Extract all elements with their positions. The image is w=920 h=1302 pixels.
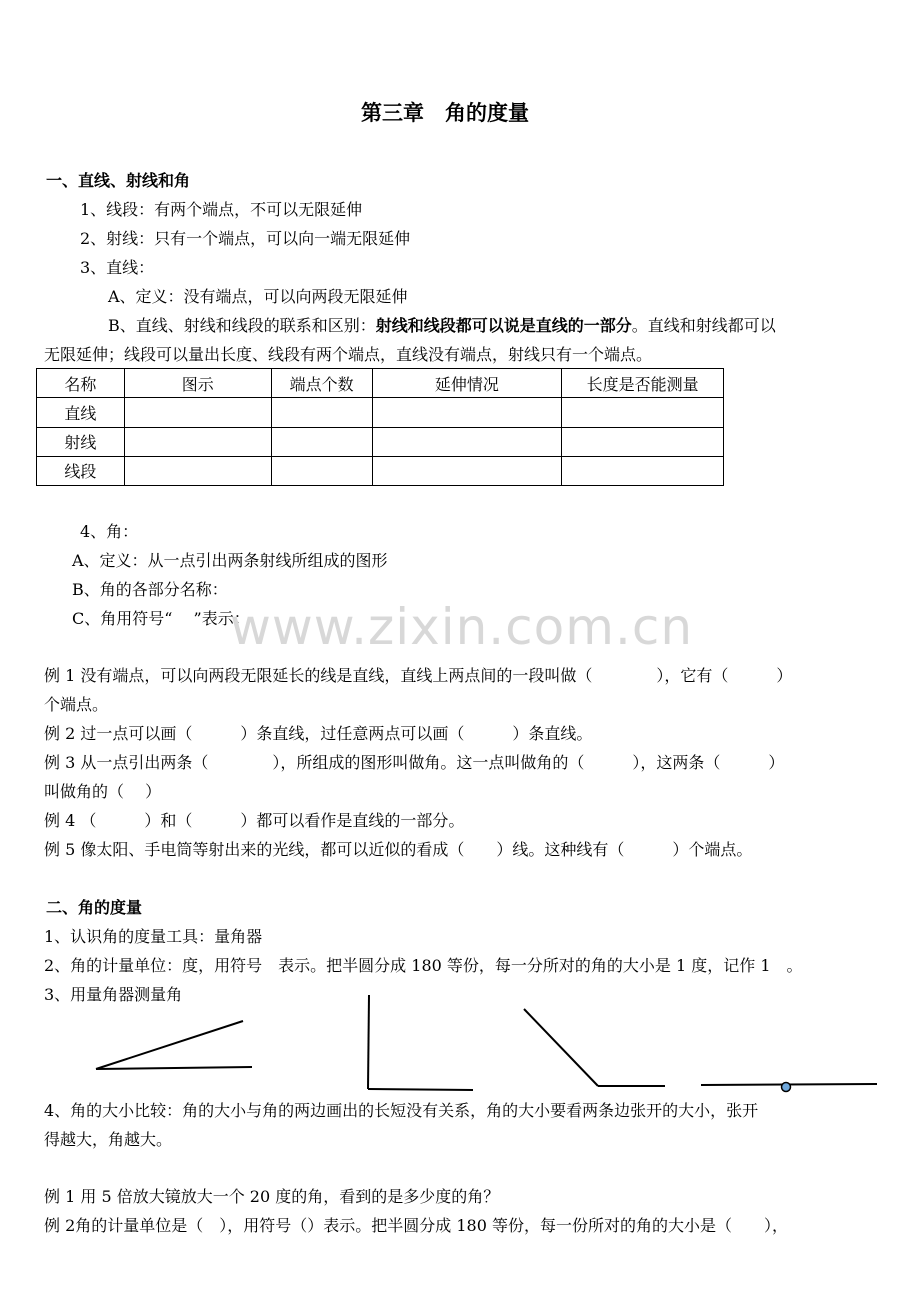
table-row-label: 直线 xyxy=(37,398,125,427)
item-unit: 2、角的计量单位：度，用符号 表示。把半圆分成 180 等份，每一分所对的角的大小是 1 度，记作 1 。 xyxy=(44,956,803,975)
item-angle: 4、角： xyxy=(80,522,139,541)
example-3-cont: 叫做角的（ ） xyxy=(44,782,162,801)
section2-example-1: 例 1 用 5 倍放大镜放大一个 20 度的角，看到的是多少度的角？ xyxy=(44,1187,500,1206)
section1-heading: 一、直线、射线和角 xyxy=(46,171,191,190)
example-5: 例 5 像太阳、手电筒等射出来的光线，都可以近似的看成（ ）线。这种线有（ ）个端点。 xyxy=(44,840,753,859)
watermark: www.zixin.com.cn xyxy=(230,598,694,656)
item-protractor: 1、认识角的度量工具：量角器 xyxy=(44,927,263,946)
example-3: 例 3 从一点引出两条（ ），所组成的图形叫做角。这一点叫做角的（ ），这两条（ ） xyxy=(44,753,785,772)
section2-example-2: 例 2角的计量单位是（ ），用符号（）表示。把半圆分成 180 等份，每一份所对的角的大小是（ ）， xyxy=(44,1216,788,1235)
obtuse-angle-figure xyxy=(524,1009,665,1086)
item-angle-definition: A、定义：从一点引出两条射线所组成的图形 xyxy=(72,551,388,570)
section2-heading: 二、角的度量 xyxy=(46,898,143,917)
table-row-label: 线段 xyxy=(37,456,125,485)
item-line-definition: A、定义：没有端点，可以向两段无限延伸 xyxy=(108,287,408,306)
relationship-prefix: B、直线、射线和线段的联系和区别： xyxy=(108,316,376,335)
page-title: 第三章 角的度量 xyxy=(361,101,529,125)
item-angle-symbol: C、角用符号“ ”表示： xyxy=(72,609,250,628)
table-header: 名称 xyxy=(37,369,125,398)
relationship-bold: 射线和线段都可以说是直线的一部分 xyxy=(375,316,632,335)
vertex-dot xyxy=(782,1083,791,1092)
table-header: 端点个数 xyxy=(271,369,372,398)
example-2: 例 2 过一点可以画（ ）条直线，过任意两点可以画（ ）条直线。 xyxy=(44,724,593,743)
relationship-suffix: 。直线和射线都可以 xyxy=(631,316,776,335)
example-1-cont: 个端点。 xyxy=(44,695,109,714)
item-compare: 4、角的大小比较：角的大小与角的两边画出的长短没有关系，角的大小要看两条边张开的大小，张开 xyxy=(44,1101,759,1120)
table-header: 长度是否能测量 xyxy=(562,369,724,398)
relationship-continuation: 无限延伸；线段可以量出长度、线段有两个端点，直线没有端点，射线只有一个端点。 xyxy=(44,345,653,364)
example-1: 例 1 没有端点，可以向两段无限延长的线是直线，直线上两点间的一段叫做（ ），它有（ ） xyxy=(44,666,793,685)
item-straight-line: 3、直线： xyxy=(80,258,155,277)
item-angle-parts: B、角的各部分名称： xyxy=(72,580,228,599)
item-ray: 2、射线：只有一个端点，可以向一端无限延伸 xyxy=(80,229,411,248)
item-compare-cont: 得越大，角越大。 xyxy=(44,1130,173,1149)
right-angle-figure xyxy=(368,995,473,1090)
table-header: 延伸情况 xyxy=(372,369,562,398)
acute-angle-figure xyxy=(96,1021,252,1069)
item-line-segment: 1、线段：有两个端点，不可以无限延伸 xyxy=(80,200,363,219)
table-header: 图示 xyxy=(124,369,271,398)
item-measure: 3、用量角器测量角 xyxy=(44,985,183,1004)
example-4: 例 4 （ ）和（ ）都可以看作是直线的一部分。 xyxy=(44,811,465,830)
table-row-label: 射线 xyxy=(37,427,125,456)
